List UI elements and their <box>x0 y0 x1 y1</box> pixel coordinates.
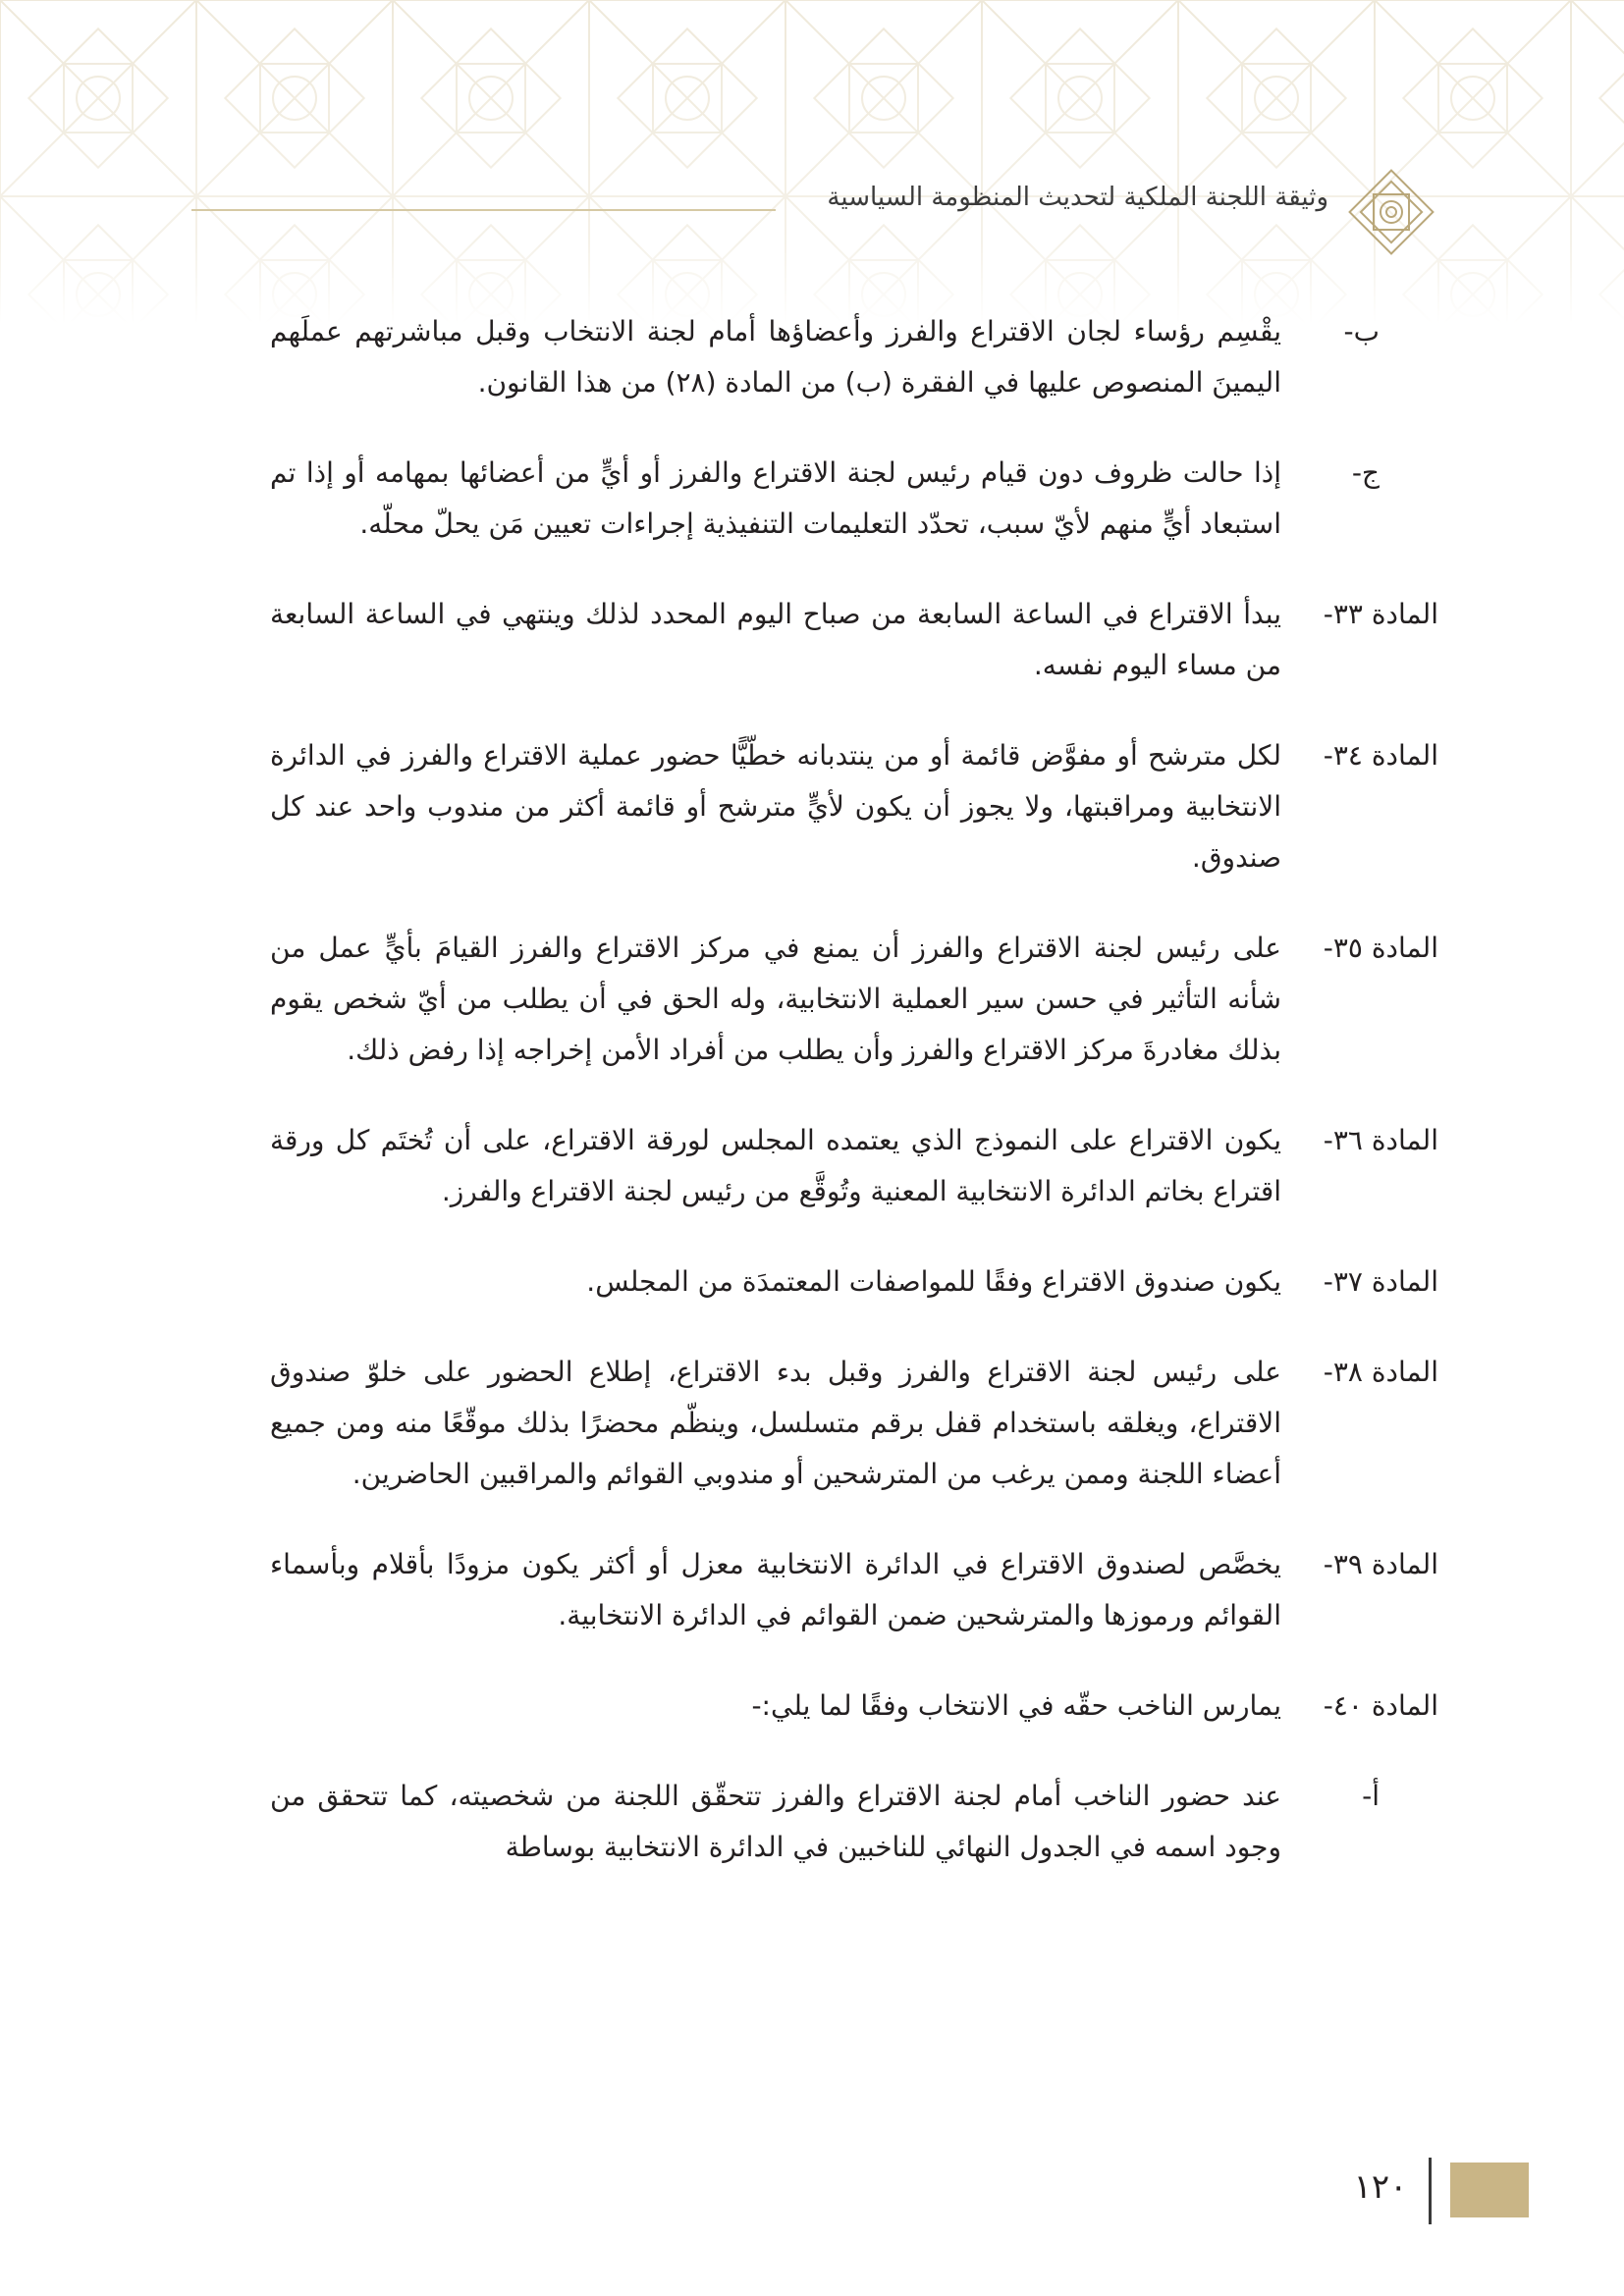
header-title: وثيقة اللجنة الملكية لتحديث المنظومة السياسية <box>827 183 1328 212</box>
clause-letter: ج- <box>1351 456 1380 489</box>
clause-text: عند حضور الناخب أمام لجنة الاقتراع والفرز تتحقّق اللجنة من شخصيته، كما تتحقق من وجود اسمه في الجدول النهائي للناخبين في الدائرة الانتخابية بوساطة <box>270 1780 1281 1863</box>
footer-accent-bar <box>1450 2163 1529 2217</box>
document-body <box>191 306 1438 1912</box>
article-entry <box>191 589 1438 691</box>
article-text: يخصَّص لصندوق الاقتراع في الدائرة الانتخابية معزل أو أكثر يكون مزودًا بأقلام وبأسماء القوائم ورموزها والمترشحين ضمن القوائم في الدائرة الانتخابية. <box>270 1548 1281 1631</box>
background-pattern <box>0 0 1624 324</box>
article-entry <box>191 730 1438 883</box>
header-rule <box>191 209 776 211</box>
clause-entry <box>191 448 1438 550</box>
article-number: المادة ٣٧- <box>1323 1265 1438 1298</box>
clause-letter: ب- <box>1343 315 1380 347</box>
article-entry <box>191 1115 1438 1217</box>
article-entry <box>191 1681 1438 1732</box>
article-text: لكل مترشح أو مفوَّض قائمة أو من ينتدبانه خطّيًّا حضور عملية الاقتراع والفرز في الدائرة الانتخابية ومراقبتها، ولا يجوز أن يكون لأيٍّ مترشح أو قائمة أكثر من مندوب واحد عند كل صندوق. <box>270 739 1281 874</box>
article-text: يكون الاقتراع على النموذج الذي يعتمده المجلس لورقة الاقتراع، على أن تُختَم كل ورقة اقتراع بخاتم الدائرة الانتخابية المعنية وتُوقَّع من رئيس لجنة الاقتراع والفرز. <box>270 1124 1281 1207</box>
emblem-icon <box>1344 165 1438 259</box>
article-number: المادة ٣٩- <box>1323 1548 1438 1580</box>
article-number: المادة ٣٤- <box>1323 739 1438 772</box>
article-text: يمارس الناخب حقّه في الانتخاب وفقًا لما يلي:- <box>751 1689 1281 1722</box>
footer-separator <box>1429 2158 1432 2224</box>
article-number: المادة ٣٥- <box>1323 932 1438 964</box>
clause-entry <box>191 1771 1438 1873</box>
article-entry <box>191 1256 1438 1308</box>
article-entry <box>191 1539 1438 1641</box>
article-text: على رئيس لجنة الاقتراع والفرز أن يمنع في مركز الاقتراع والفرز القيامَ بأيٍّ عمل من شأنه التأثير في حسن سير العملية الانتخابية، وله الحق في أن يطلب من أيّ شخص يقوم بذلك مغادرةَ مركز الاقتراع والفرز وأن يطلب من أفراد الأمن إخراجه إذا رفض ذلك. <box>270 932 1281 1066</box>
article-text: يكون صندوق الاقتراع وفقًا للمواصفات المعتمدَة من المجلس. <box>586 1265 1281 1298</box>
article-entry <box>191 923 1438 1076</box>
page-number: ١٢٠ <box>1353 2167 1408 2207</box>
article-entry <box>191 1347 1438 1500</box>
article-text: يبدأ الاقتراع في الساعة السابعة من صباح اليوم المحدد لذلك وينتهي في الساعة السابعة من مساء اليوم نفسه. <box>270 598 1281 681</box>
article-text: على رئيس لجنة الاقتراع والفرز وقبل بدء الاقتراع، إطلاع الحضور على خلوّ صندوق الاقتراع، ويغلقه باستخدام قفل برقم متسلسل، وينظّم محضرًا بذلك موقّعًا منه ومن جميع أعضاء اللجنة وممن يرغب من المترشحين أو مندوبي القوائم والمراقبين الحاضرين. <box>270 1356 1281 1490</box>
clause-text: إذا حالت ظروف دون قيام رئيس لجنة الاقتراع والفرز أو أيٍّ من أعضائها بمهامه أو إذا تم استبعاد أيٍّ منهم لأيّ سبب، تحدّد التعليمات التنفيذية إجراءات تعيين مَن يحلّ محلّه. <box>270 456 1281 540</box>
clause-text: يقْسِم رؤساء لجان الاقتراع والفرز وأعضاؤها أمام لجنة الانتخاب وقبل مباشرتهم عملَهم اليمينَ المنصوص عليها في الفقرة (ب) من المادة (٢٨) من هذا القانون. <box>270 315 1281 399</box>
article-number: المادة ٣٨- <box>1323 1356 1438 1388</box>
page-header <box>191 165 1438 243</box>
article-number: المادة ٤٠- <box>1323 1689 1438 1722</box>
article-number: المادة ٣٦- <box>1323 1124 1438 1156</box>
clause-entry <box>191 306 1438 408</box>
article-number: المادة ٣٣- <box>1323 598 1438 630</box>
clause-letter: أ- <box>1362 1780 1380 1812</box>
